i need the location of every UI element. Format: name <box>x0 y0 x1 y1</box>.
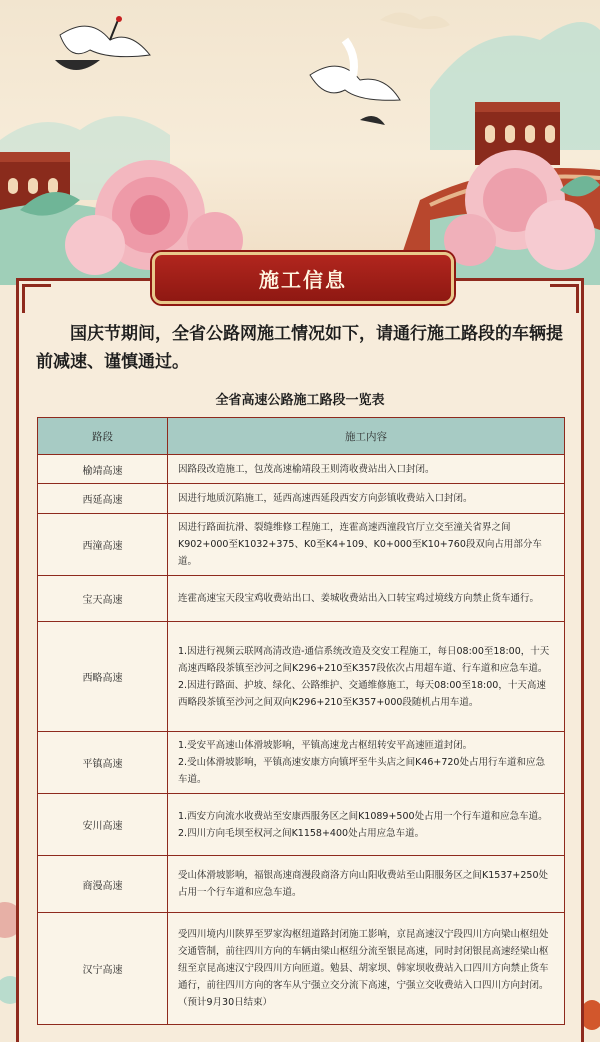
table-row <box>38 455 565 484</box>
table-row <box>38 576 565 622</box>
road-name-cell: 西略高速 <box>38 622 168 732</box>
column-header-road: 路段 <box>38 418 168 455</box>
construction-table <box>37 417 565 1025</box>
detail-text: 因路段改造施工，包茂高速榆靖段王则湾收费站出入口封闭。 <box>178 463 435 475</box>
intro-paragraph: 国庆节期间，全省公路网施工情况如下，请通行施工路段的车辆提前减速、谨慎通过。 <box>36 324 563 372</box>
table-row <box>38 514 565 576</box>
detail-text: 因进行路面抗滑、裂缝维修工程施工，连霍高速西潼段官厅立交至潼关省界之间K902+000至K1032+375、K0至K4+109、K0+000至K10+760段双向占用部分车道。 <box>178 522 542 567</box>
festival-scenery-graphic <box>0 0 600 285</box>
road-name-cell: 西延高速 <box>38 484 168 514</box>
detail-text: 2.因进行路面、护坡、绿化、公路维护、交通维修施工，每天08:00至18:00，十天高速西略段茶镇至沙河之间双向K296+210至K357+000段随机占用车道。 <box>178 679 546 708</box>
crane-bird-icon <box>55 16 150 70</box>
crane-bird-right-icon <box>310 40 400 125</box>
detail-text: 1.受安平高速山体滑坡影响，平镇高速龙古枢纽转安平高速匝道封闭。 <box>178 740 473 751</box>
detail-text: 因进行地质沉陷施工，延西高速西延段西安方向彭镇收费站入口封闭。 <box>178 493 473 504</box>
table-row <box>38 794 565 856</box>
table-header-row <box>38 418 565 455</box>
road-name-cell: 汉宁高速 <box>38 913 168 1025</box>
detail-text: 连霍高速宝天段宝鸡收费站出口、姜城收费站出入口转宝鸡过境线方向禁止货车通行。 <box>178 593 540 604</box>
construction-detail-cell <box>168 913 565 1025</box>
column-header-content: 施工内容 <box>168 418 565 455</box>
road-name-cell: 宝天高速 <box>38 576 168 622</box>
construction-detail-cell <box>168 622 565 732</box>
table-row <box>38 622 565 732</box>
header-illustration <box>0 0 600 285</box>
table-title: 全省高速公路施工路段一览表 <box>215 393 385 408</box>
frame-corner-left-icon <box>22 284 51 313</box>
road-name-cell: 榆靖高速 <box>38 455 168 484</box>
construction-detail-cell <box>168 794 565 856</box>
road-name-cell: 商漫高速 <box>38 856 168 913</box>
construction-detail-cell <box>168 856 565 913</box>
road-name-cell: 平镇高速 <box>38 732 168 794</box>
detail-text: 受山体滑坡影响，福银高速商漫段商洛方向山阳收费站至山阳服务区之间K1537+250处占用一个行车道和应急车道。 <box>178 870 549 898</box>
detail-text: 受四川境内川陕界至罗家沟枢纽道路封闭施工影响，京昆高速汉宁段四川方向梁山枢纽处交通管制，前往四川方向的车辆由梁山枢纽分流至银昆高速，同时封闭银昆高速经梁山枢纽至京昆高速汉宁段四川方向匝道。勉县、胡家坝、韩家坝收费站入口四川方向禁止货车通行，前往四川方向的客车从宁强立交分流下高速，宁强立交收费站入口四川方向封闭。（预计9月30日结束） <box>178 929 549 1008</box>
road-name-cell: 西潼高速 <box>38 514 168 576</box>
frame-top-right-line <box>448 278 584 281</box>
table-row <box>38 913 565 1025</box>
construction-detail-cell <box>168 576 565 622</box>
table-row <box>38 732 565 794</box>
frame-corner-right-icon <box>550 284 579 313</box>
detail-text: 1.西安方向流水收费站至安康西服务区之间K1089+500处占用一个行车道和应急车道。 <box>178 810 548 822</box>
table-row <box>38 484 565 514</box>
road-name-cell: 安川高速 <box>38 794 168 856</box>
construction-detail-cell <box>168 514 565 576</box>
detail-text: 1.因进行视频云联网高清改造-通信系统改造及交安工程施工，每日08:00至18:00，十天高速西略段茶镇至沙河之间K296+210至K357段依次占用超车道、行车道和应急车道。 <box>178 645 550 674</box>
section-title-banner: 施工信息 <box>152 252 454 304</box>
detail-text: 2.四川方向毛坝至权河之间K1158+400处占用应急车道。 <box>178 827 425 839</box>
construction-detail-cell <box>168 484 565 514</box>
construction-detail-cell <box>168 455 565 484</box>
table-row <box>38 856 565 913</box>
detail-text: 2.受山体滑坡影响，平镇高速安康方向镇坪至牛头店之间K46+720处占用行车道和应急车道。 <box>178 757 545 785</box>
frame-top-left-line <box>16 278 152 281</box>
construction-detail-cell <box>168 732 565 794</box>
